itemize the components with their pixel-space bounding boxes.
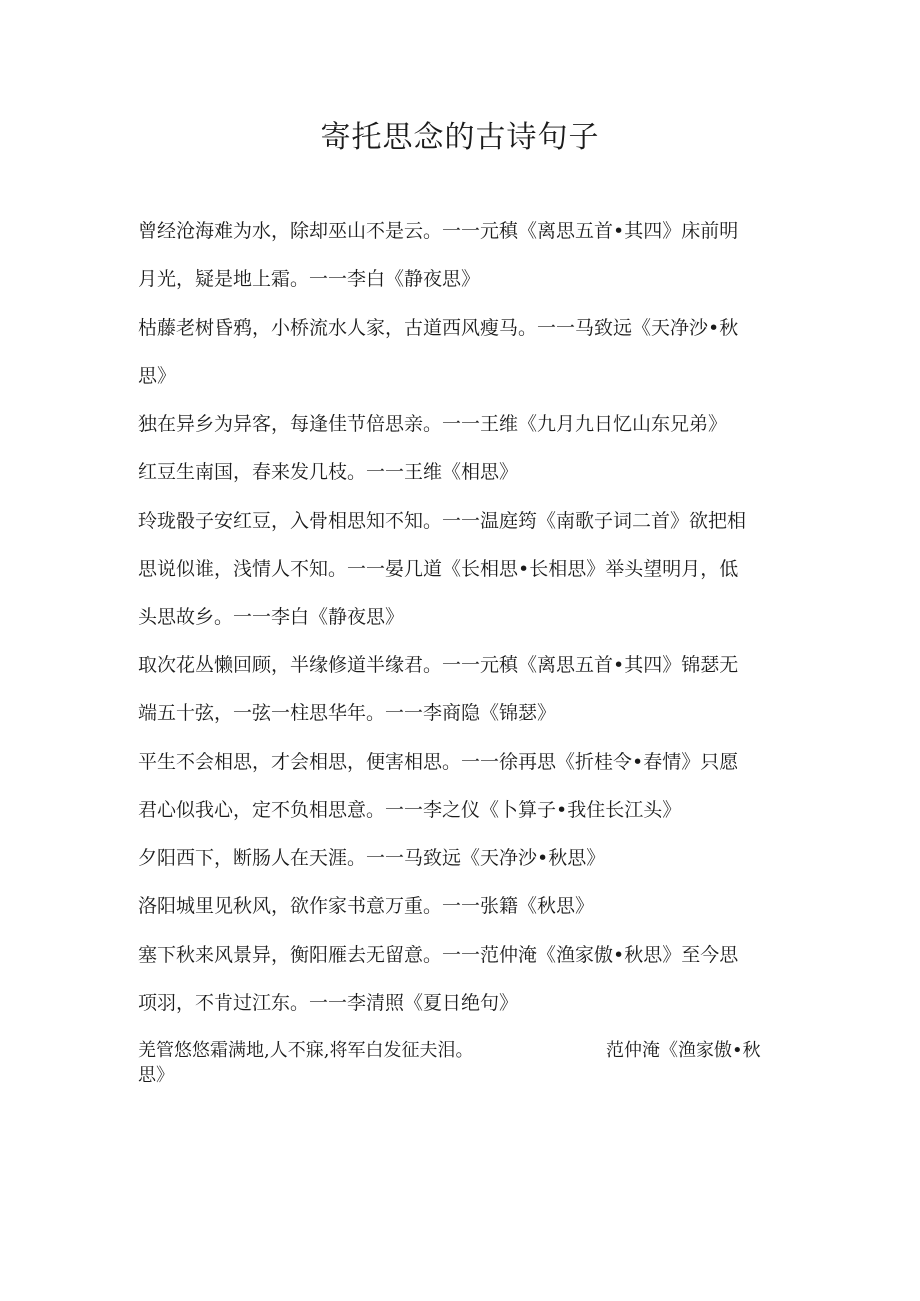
text-line: 枯藤老树昏鸦，小桥流水人家，古道西风瘦马。一一马致远《天净沙•秋 <box>138 317 739 339</box>
text-line: 独在异乡为异客，每逢佳节倍思亲。一一王维《九月九日忆山东兄弟》 <box>138 413 728 435</box>
text-line: 取次花丛懒回顾，半缘修道半缘君。一一元稹《离思五首•其四》锦瑟无 <box>138 654 739 676</box>
text-line: 君心似我心，定不负相思意。一一李之仪《卜算子•我住长江头》 <box>138 799 682 821</box>
page-title: 寄托思念的古诗句子 <box>320 120 600 155</box>
text-line: 月光，疑是地上霜。一一李白《静夜思》 <box>138 268 481 290</box>
text-line-right: 范仲淹《渔家傲•秋 <box>606 1040 761 1061</box>
text-line-wrap: 思》 <box>138 1065 174 1086</box>
text-line-split <box>138 1039 778 1063</box>
text-line: 红豆生南国，春来发几枝。一一王维《相思》 <box>138 461 519 483</box>
text-line: 思说似谁，浅情人不知。一一晏几道《长相思•长相思》举头望明月，低 <box>138 558 739 580</box>
text-line-left: 羌管悠悠霜满地,人不寐,将军白发征夫泪。 <box>138 1040 474 1061</box>
text-line: 塞下秋来风景异，衡阳雁去无留意。一一范仲淹《渔家傲•秋思》至今思 <box>138 944 739 966</box>
text-line: 洛阳城里见秋风，欲作家书意万重。一一张籍《秋思》 <box>138 895 595 917</box>
text-line: 玲珑骰子安红豆，入骨相思知不知。一一温庭筠《南歌子词二首》欲把相 <box>138 510 747 532</box>
text-line: 曾经沧海难为水，除却巫山不是云。一一元稹《离思五首•其四》床前明 <box>138 220 739 242</box>
text-line: 端五十弦，一弦一柱思华年。一一李商隐《锦瑟》 <box>138 702 557 724</box>
text-line: 夕阳西下，断肠人在天涯。一一马致远《天净沙•秋思》 <box>138 847 606 869</box>
text-line: 项羽，不肯过江东。一一李清照《夏日绝句》 <box>138 992 519 1014</box>
text-line: 思》 <box>138 365 177 387</box>
text-line: 头思故乡。一一李白《静夜思》 <box>138 606 405 628</box>
text-line: 平生不会相思，才会相思，便害相思。一一徐再思《折桂令•春情》只愿 <box>138 751 739 773</box>
